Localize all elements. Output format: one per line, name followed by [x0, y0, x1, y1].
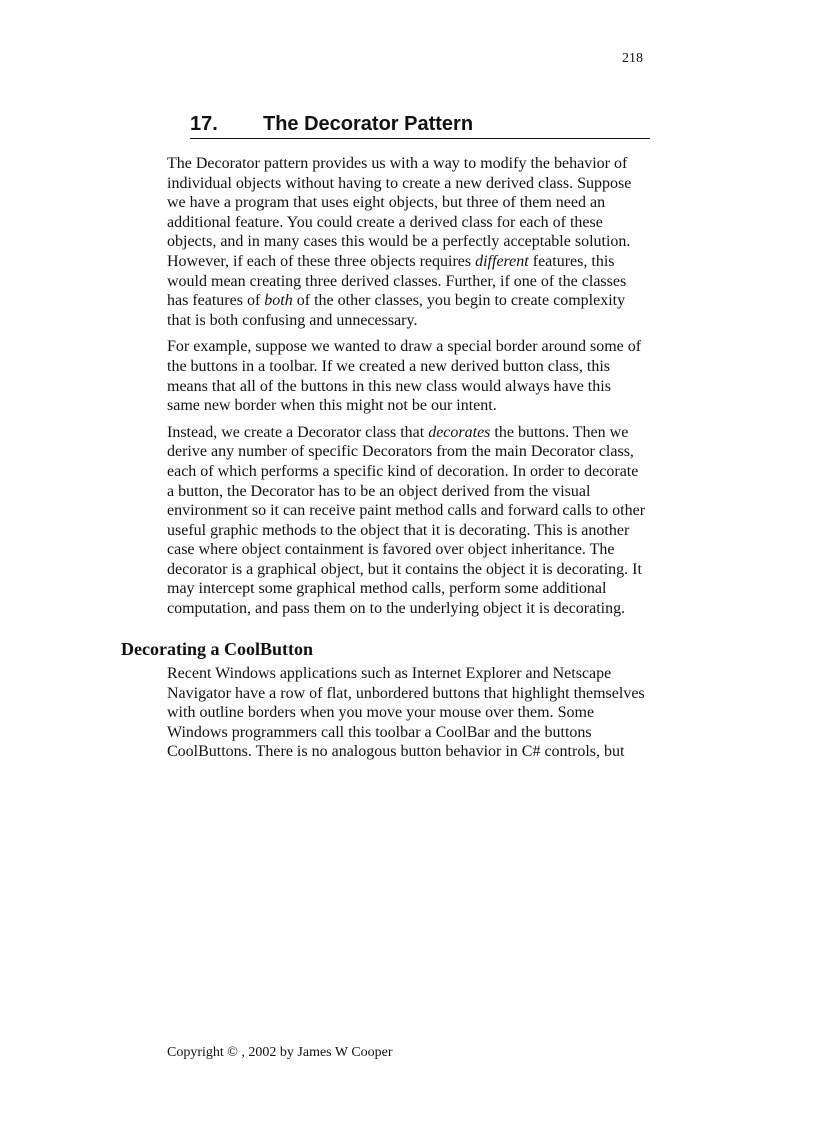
- text-line: Navigator have a row of flat, unbordered buttons that highlight themselves: [167, 684, 645, 702]
- text-line: additional feature. You could create a derived class for each of these: [167, 213, 603, 231]
- text-line: For example, suppose we wanted to draw a special border around some of: [167, 338, 642, 356]
- text-line: decorator is a graphical object, but it contains the object it is decorating. It: [167, 560, 642, 578]
- section-paragraph: [167, 664, 653, 762]
- text-line: computation, and pass them on to the underlying object it is decorating.: [167, 600, 626, 618]
- text-line: a button, the Decorator has to be an object derived from the visual: [167, 482, 591, 500]
- text-line: However, if each of these three objects requires different features, this: [167, 252, 615, 270]
- text-line: The Decorator pattern provides us with a way to modify the behavior of: [167, 155, 628, 172]
- footer-copyright: Copyright © , 2002 by James W Cooper: [167, 1045, 393, 1060]
- text-line: the buttons in a toolbar. If we created a new derived button class, this: [167, 357, 610, 375]
- text-line: may intercept some graphical method calls, perform some additional: [167, 580, 607, 598]
- text-line: Recent Windows applications such as Internet Explorer and Netscape: [167, 665, 612, 682]
- body-paragraph: [167, 423, 653, 619]
- text-line: objects, and in many cases this would be a perfectly acceptable solution.: [167, 233, 631, 251]
- text-line: case where object containment is favored over object inheritance. The: [167, 541, 615, 559]
- section-heading: Decorating a CoolButton: [121, 639, 313, 659]
- emphasized-word: different: [475, 252, 529, 270]
- text-line: Windows programmers call this toolbar a CoolBar and the buttons: [167, 723, 592, 741]
- emphasized-word: both: [264, 292, 293, 310]
- text-line: derive any number of specific Decorators from the main Decorator class,: [167, 443, 634, 461]
- text-line: Instead, we create a Decorator class that decorates the buttons. Then we: [167, 423, 629, 441]
- text-line: has features of both of the other classes, you begin to create complexity: [167, 292, 626, 310]
- text-line: means that all of the buttons in this new class would always have this: [167, 377, 611, 395]
- page-number: 218: [622, 51, 643, 66]
- text-line: would mean creating three derived classes. Further, if one of the classes: [167, 272, 627, 290]
- text-line: with outline borders when you move your mouse over them. Some: [167, 704, 595, 722]
- text-line: useful graphic methods to the object that it is decorating. This is another: [167, 521, 630, 539]
- chapter-body: [167, 154, 653, 626]
- text-line: we have a program that uses eight objects, but three of them need an: [167, 194, 606, 212]
- text-line: CoolButtons. There is no analogous button behavior in C# controls, but: [167, 743, 625, 761]
- chapter-number: 17.: [190, 113, 218, 135]
- text-line: that is both confusing and unnecessary.: [167, 311, 418, 329]
- emphasized-word: decorates: [428, 423, 491, 441]
- chapter-title: The Decorator Pattern: [263, 113, 474, 135]
- text-line: same new border when this might not be our intent.: [167, 397, 497, 415]
- section-body: [167, 664, 653, 769]
- chapter-heading: [190, 113, 650, 139]
- text-line: individual objects without having to create a new derived class. Suppose: [167, 174, 632, 192]
- text-line: each of which performs a specific kind of decoration. In order to decorate: [167, 462, 639, 480]
- text-line: environment so it can receive paint method calls and forward calls to other: [167, 502, 646, 520]
- body-paragraph: [167, 154, 653, 330]
- body-paragraph: [167, 337, 653, 415]
